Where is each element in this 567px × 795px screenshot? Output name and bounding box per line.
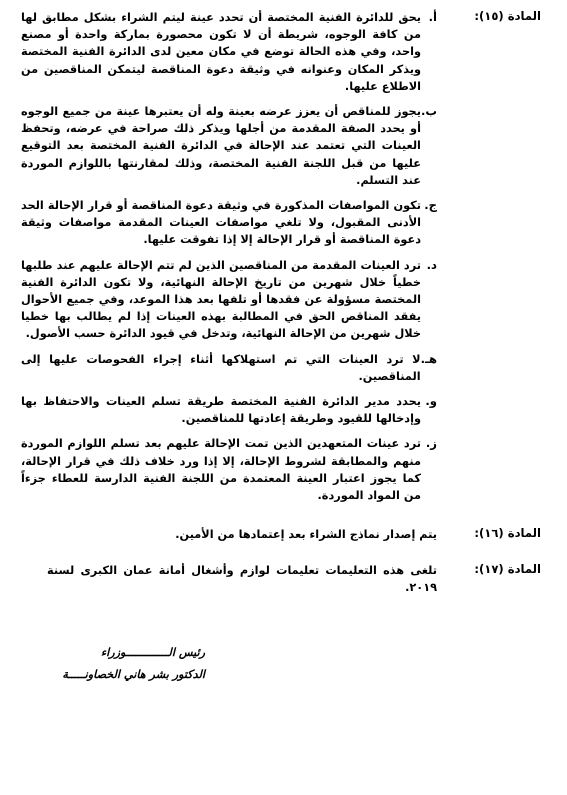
item-letter: هـ.	[420, 351, 437, 366]
article-15-item-c	[21, 197, 437, 249]
item-letter: ز.	[425, 436, 437, 451]
article-15-item-b	[21, 103, 437, 189]
item-text: ترد العينات المقدمة من المناقصين الذين لم تتم الإحالة عليهم عند طلبها خطياً خلال شهرين من تاريخ الإحالة النهائية، ولا تكون الدائرة الفنية المختصة مسؤولة عن فقدها أو تلفها بعد هذا الموعد، وفي جميع الأحوال يفقد المناقص الحق في المطالبة بهذه العينات إذا لم يطالب بها خطيا خلال شهرين من الإحالة النهائية، وتدخل في قيود الدائرة حسب الأصول.	[21, 258, 421, 341]
item-text: يحدد مدير الدائرة الفنية المختصة طريقة تسلم العينات والاحتفاظ بها وإدخالها للقيود وطريقة إعادتها للمناقصين.	[21, 395, 421, 426]
article-17-text: تلغى هذه التعليمات تعليمات لوازم وأشغال أمانة عمان الكبرى لسنة ٢٠١٩.	[47, 564, 437, 595]
article-15-item-e	[21, 351, 437, 385]
item-text: ترد عينات المتعهدين الذين تمت الإحالة عليهم بعد تسلم اللوازم الموردة منهم والمطابقة لشروط الإحالة، إلا إذا ورد خلاف ذلك في قرار الإحالة، كما يجوز اعتبار العينة المعتمدة من اللجنة الفنية الدارسة للعطاء جزءاً من المواد الموردة.	[21, 437, 421, 503]
item-letter: و.	[425, 394, 437, 409]
item-text: تكون المواصفات المذكورة في وثيقة دعوة المناقصة أو قرار الإحالة الحد الأدنى المقبول، ولا تلغي مواصفات العينات المقدمة مواصفات وثيقة دعوة المناقصة أو قرار الإحالة إلا إذا تفوقت عليها.	[21, 199, 421, 247]
item-letter: أ.	[428, 10, 437, 24]
article-15-item-f	[21, 393, 437, 427]
item-text: يجوز للمناقص أن يعزز عرضه بعينة وله أن يعتبرها عينة من جميع الوجوه أو يحدد الصفة المقدمة من أجلها ويذكر ذلك صراحة في عرضه، وتحفظ العينات التي تعتمد عند الإحالة في الدائرة الفنية المختصة بعد التوقيع عليها من قبل اللجنة الفنية المختصة، وذلك لمقارنتها باللوازم الموردة عند التسلم.	[21, 105, 421, 187]
article-15-label: المادة (١٥):	[474, 9, 541, 23]
item-letter: ب.	[420, 104, 437, 119]
article-15-items	[21, 9, 437, 504]
item-letter: د.	[426, 257, 437, 272]
article-15-item-a	[21, 9, 437, 95]
item-text: لا ترد العينات التي تم استهلاكها أثناء إجراء الفحوصات عليها إلى المناقصين.	[21, 352, 421, 383]
article-16-label: المادة (١٦):	[474, 526, 541, 540]
signature-name: الدكتور بشر هاني الخصاونـــــة	[62, 668, 205, 681]
article-15-item-g	[21, 435, 437, 504]
item-text: يحق للدائرة الفنية المختصة أن تحدد عينة ليتم الشراء بشكل مطابق لها من كافة الوجوه، شريطة أن لا تكون محصورة بماركة واحدة أو مصنع واحد، وفي هذه الحالة توضع في مكان معين لدى الدائرة الفنية المختصة ويذكر المكان وعنوانه في وثيقة دعوة المناقصة ليتمكن المناقصين من الاطلاع عليها.	[21, 11, 421, 93]
article-15-item-d	[21, 257, 437, 343]
article-16-text: يتم إصدار نماذج الشراء بعد إعتمادها من الأمين.	[175, 528, 437, 541]
article-17-label: المادة (١٧):	[474, 562, 541, 576]
item-letter: ج.	[424, 198, 437, 213]
article-15	[21, 9, 541, 512]
signature-title: رئيس الـــــــــــــوزراء	[100, 646, 205, 659]
